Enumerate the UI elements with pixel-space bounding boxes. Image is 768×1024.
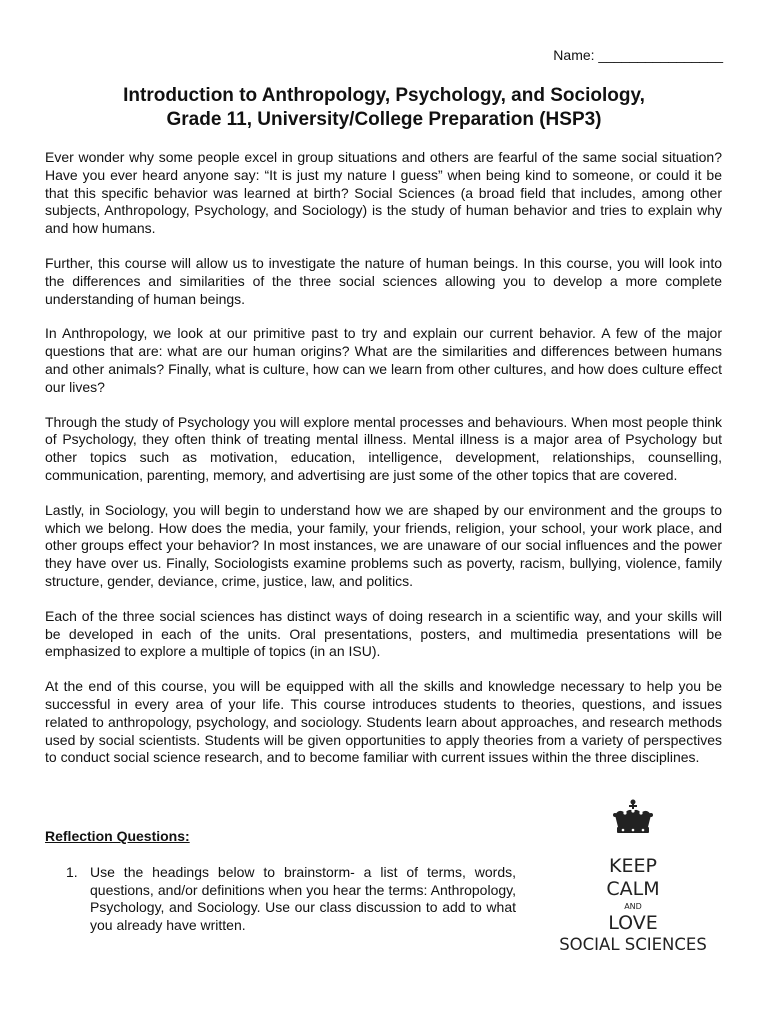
crown-icon — [611, 799, 655, 837]
poster-keep: KEEP — [609, 855, 657, 877]
poster-calm: CALM — [606, 878, 660, 900]
reflection-heading: Reflection Questions: — [45, 828, 190, 844]
question-number: 1. — [66, 864, 78, 880]
question-item — [66, 864, 516, 934]
keep-calm-poster — [543, 795, 723, 975]
poster-and: AND — [624, 902, 642, 911]
question-text: Use the headings below to brainstorm- a list of terms, words, questions, and/or definitions when you hear the terms: Anthropology, Psychology, and Sociology. Use our class discussion to add to what you already have written. — [90, 864, 516, 933]
paragraph-research: Each of the three social sciences has distinct ways of doing research in a scientific way, and your skills will be developed in each of the units. Oral presentations, posters, and multimedia presentations will be emphasized to explore a multiple of topics (in an ISU). — [45, 607, 722, 660]
paragraph-sociology: Lastly, in Sociology, you will begin to understand how we are shaped by our environment and the groups to which we belong. How does the media, your family, your friends, religion, your school, your work place, and other groups effect your behavior? In most instances, we are unaware of our social influences and the power they have over us. Finally, Sociologists examine problems such as poverty, racism, bullying, violence, family structure, gender, deviance, crime, justice, law, and politics. — [45, 501, 722, 589]
page-title-line-1: Introduction to Anthropology, Psychology, and Sociology, — [123, 85, 645, 106]
paragraph-psychology: Through the study of Psychology you will explore mental processes and behaviours. When most people think of Psychology, they often think of treating mental illness. Mental illness is a major area of Psychology but other topics such as motivation, education, intelligence, development, relationships, counselling, communication, parenting, memory, and advertising are just some of the other topics that are covered. — [45, 413, 722, 483]
paragraph-intro: Ever wonder why some people excel in group situations and others are fearful of the same social situation? Have you ever heard anyone say: “It is just my nature I guess” when being kind to someone, or could it be that this specific behavior was learned at birth? Social Sciences (a broad field that includes, among other subjects, Anthropology, Psychology, and Sociology) is the study of human behavior and tries to explain why and how humans. — [45, 149, 722, 237]
paragraph-conclusion: At the end of this course, you will be equipped with all the skills and knowledge necessary to help you be successful in every area of your life. This course introduces students to theories, questions, and issues related to anthropology, psychology, and sociology. Students learn about approaches, and research methods used by social scientists. Students will be given opportunities to apply theories from a variety of perspectives to conduct social science research, and to become familiar with current issues within the three disciplines. — [45, 678, 722, 766]
paragraph-anthropology: In Anthropology, we look at our primitive past to try and explain our current behavior. A few of the major questions that are: what are our human origins? What are the similarities and differences between humans and other animals? Finally, what is culture, how can we learn from other cultures, and how does culture effect our lives? — [45, 325, 722, 395]
poster-social-sciences: SOCIAL SCIENCES — [559, 935, 707, 954]
document-body — [45, 149, 722, 784]
paragraph-course-overview: Further, this course will allow us to investigate the nature of human beings. In this course, you will look into the differences and similarities of the three social sciences allowing you to develop a more complete understanding of human beings. — [45, 254, 722, 307]
name-field[interactable]: Name: ________________ — [553, 47, 723, 63]
poster-love: LOVE — [608, 912, 658, 934]
page-title-line-2: Grade 11, University/College Preparation (HSP3) — [166, 109, 602, 130]
